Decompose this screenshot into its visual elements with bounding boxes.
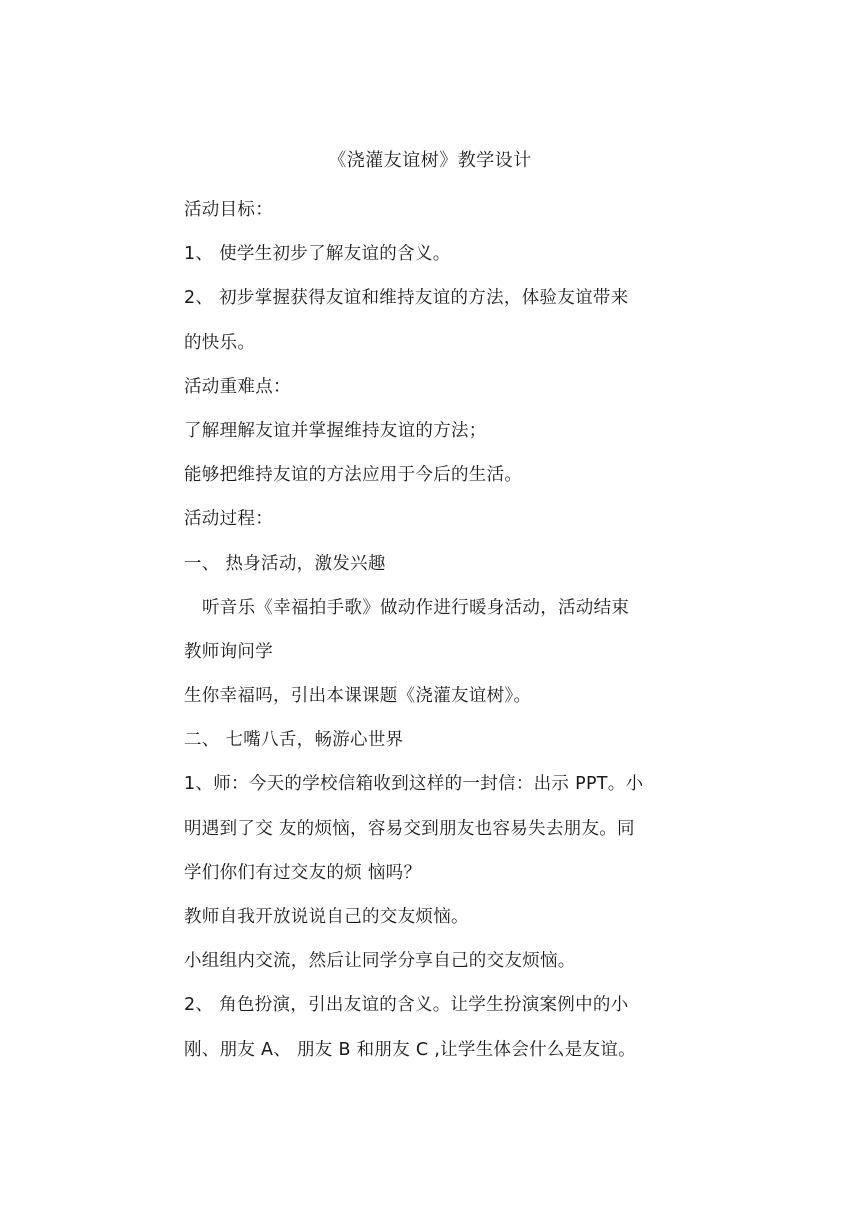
paragraph-line: 生你幸福吗，引出本课课题《浇灌友谊树》。 — [184, 686, 532, 707]
key-point-2: 能够把维持友谊的方法应用于今后的生活。 — [184, 465, 523, 486]
paragraph-line: 2、 角色扮演，引出友谊的含义。让学生扮演案例中的小 — [184, 995, 629, 1016]
goal-item-2: 2、 初步掌握获得友谊和维持友谊的方法，体验友谊带来 — [184, 288, 629, 309]
key-point-1: 了解理解友谊并掌握维持友谊的方法； — [184, 420, 487, 441]
process-step-2-heading: 二、 七嘴八舌，畅游心世界 — [184, 730, 404, 751]
section-heading-goals: 活动目标： — [184, 200, 273, 220]
paragraph-line: 刚、朋友 A、 朋友 B 和朋友 C ,让学生体会什么是友谊。 — [184, 1039, 636, 1060]
paragraph-line: 教师自我开放说说自己的交友烦恼。 — [184, 907, 469, 927]
paragraph-line: 明遇到了交 友的烦恼，容易交到朋友也容易失去朋友。同 — [184, 818, 635, 839]
goal-item-1: 1、 使学生初步了解友谊的含义。 — [184, 244, 451, 265]
goal-item-2-continued: 的快乐。 — [184, 332, 256, 353]
paragraph-line: 听音乐《幸福拍手歌》做动作进行暖身活动，活动结束 — [202, 597, 630, 618]
section-heading-process: 活动过程： — [184, 509, 273, 530]
paragraph-line: 教师询问学 — [184, 641, 273, 662]
paragraph-line: 1、师：今天的学校信箱收到这样的一封信：出示 PPT。小 — [184, 774, 644, 795]
paragraph-line: 学们你们有过交友的烦 恼吗？ — [184, 862, 422, 883]
paragraph-line: 小组组内交流，然后让同学分享自己的交友烦恼。 — [184, 951, 576, 972]
document-title: 《浇灌友谊树》教学设计 — [328, 150, 532, 171]
section-heading-key-points: 活动重难点： — [184, 376, 291, 397]
document-body — [184, 188, 684, 1072]
process-step-1-heading: 一、 热身活动，激发兴趣 — [184, 553, 386, 574]
